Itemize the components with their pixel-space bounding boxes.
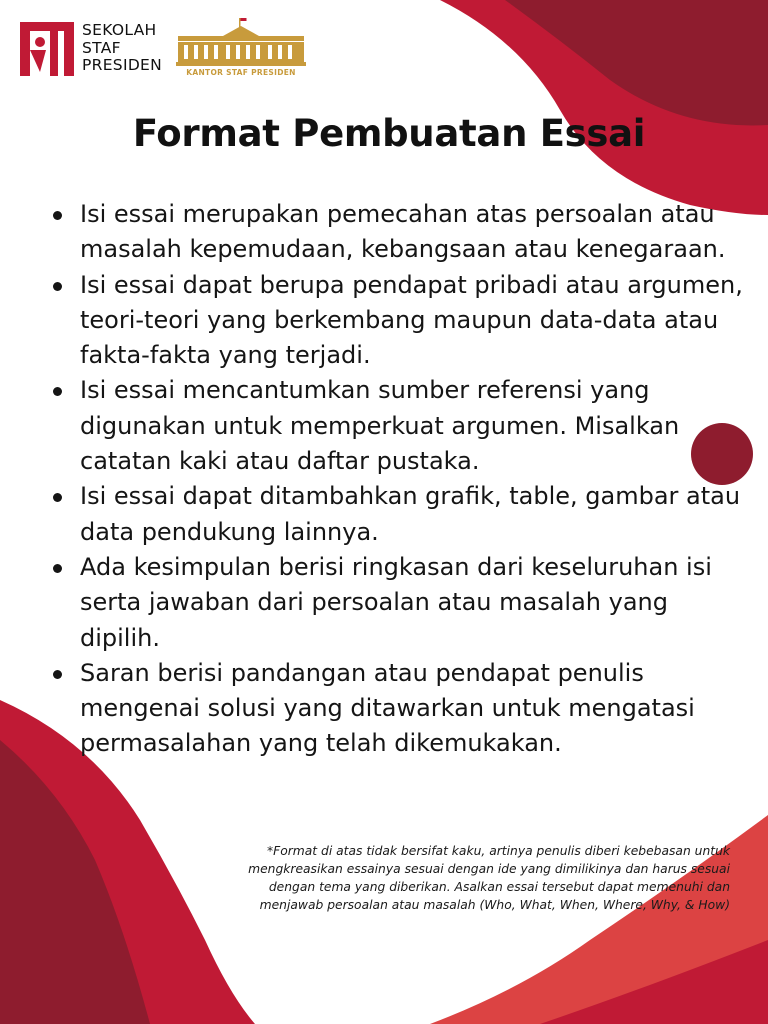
bullet-icon	[53, 211, 62, 220]
format-point	[50, 197, 750, 268]
bullet-icon	[53, 387, 62, 396]
format-point-text: Isi essai mencantumkan sumber referensi yang digunakan untuk memperkuat argumen. Misalkan catatan kaki atau daftar pustaka.	[80, 376, 680, 476]
bullet-icon	[53, 282, 62, 291]
bullet-icon	[53, 670, 62, 679]
page-title: Format Pembuatan Essai	[132, 112, 646, 155]
bullet-icon	[53, 564, 62, 573]
format-point	[50, 479, 750, 550]
kantor-staf-presiden-logo-text: KANTOR STAF PRESIDEN	[186, 68, 296, 77]
format-point-text: Isi essai merupakan pemecahan atas persoalan atau masalah kepemudaan, kebangsaan atau kenegaraan.	[80, 200, 726, 264]
format-point	[50, 656, 750, 762]
format-point-list	[50, 197, 750, 762]
sekolah-staf-presiden-logo-text: SEKOLAH STAF PRESIDEN	[82, 21, 163, 74]
sekolah-staf-presiden-logo	[20, 20, 170, 78]
kantor-staf-presiden-logo	[176, 18, 306, 80]
format-point-text: Saran berisi pandangan atau pendapat penulis mengenai solusi yang ditawarkan untuk mengatasi permasalahan yang telah dikemukakan.	[80, 658, 695, 758]
format-point-text: Isi essai dapat ditambahkan grafik, table, gambar atau data pendukung lainnya.	[80, 482, 741, 546]
format-point	[50, 373, 750, 479]
format-point-text: Isi essai dapat berupa pendapat pribadi atau argumen, teori-teori yang berkembang maupun data-data atau fakta-fakta yang terjadi.	[80, 270, 743, 370]
format-point	[50, 550, 750, 656]
format-point	[50, 268, 750, 374]
bullet-icon	[53, 493, 62, 502]
sekolah-staf-presiden-emblem-icon	[20, 20, 74, 78]
kantor-staf-presiden-building-icon	[176, 18, 306, 68]
format-point-text: Ada kesimpulan berisi ringkasan dari keseluruhan isi serta jawaban dari persoalan atau masalah yang dipilih.	[80, 552, 712, 652]
footnote: *Format di atas tidak bersifat kaku, artinya penulis diberi kebebasan untuk mengkreasikan essainya sesuai dengan ide yang dimilikinya dan harus sesuai dengan tema yang diberikan. Asalkan essai tersebut dapat memenuhi dan menjawab persoalan atau masalah (Who, What, When, Where, Why, & How)	[248, 844, 730, 912]
